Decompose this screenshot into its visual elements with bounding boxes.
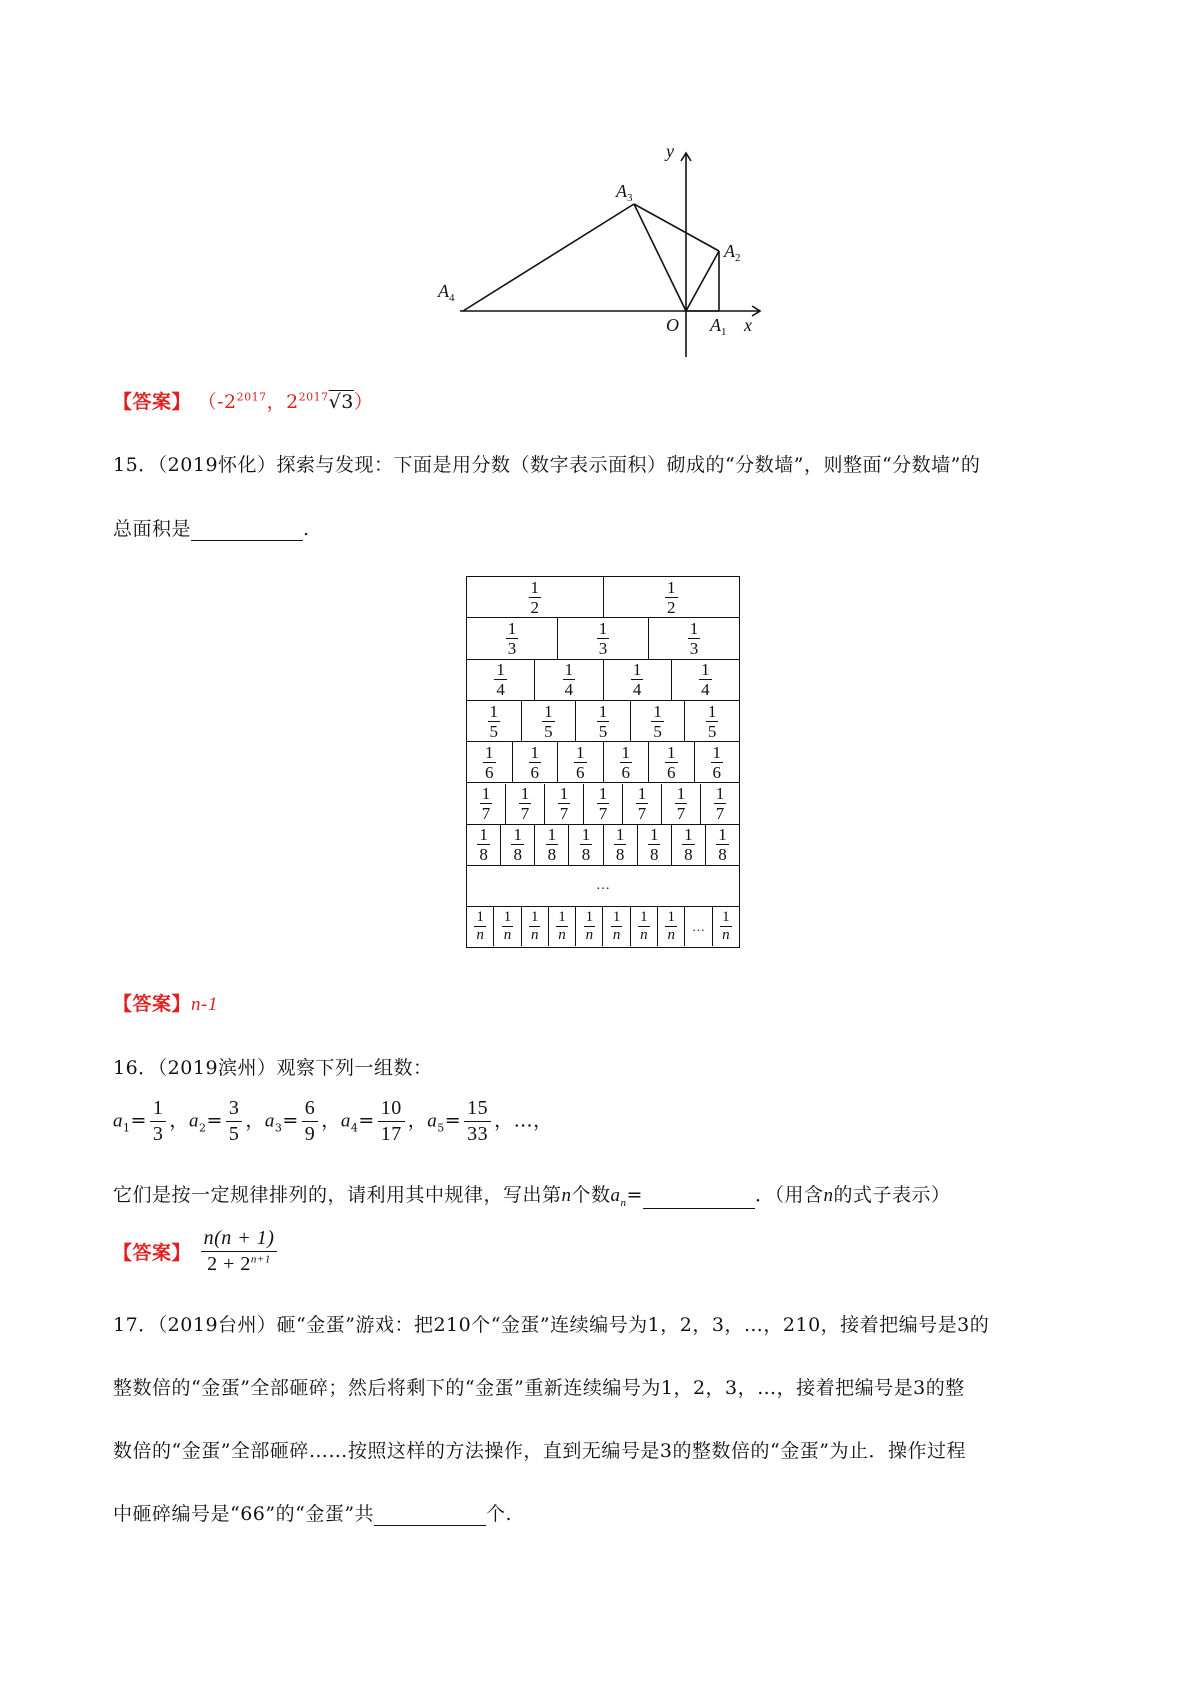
wall-fraction-num: 1 bbox=[547, 825, 557, 845]
wall-fraction-num: 1 bbox=[637, 784, 647, 804]
wall-cell bbox=[522, 907, 549, 946]
wall-fraction-den: 6 bbox=[712, 762, 721, 782]
q17-line3: 数倍的“金蛋”全部砸碎……按照这样的方法操作，直到无编号是3的整数倍的“金蛋”为止．操作过程 bbox=[113, 1440, 966, 1462]
wall-fraction-den: 8 bbox=[513, 845, 522, 865]
fraction-wall bbox=[466, 576, 740, 948]
wall-fraction-num: 1 bbox=[707, 701, 717, 721]
wall-fraction-num: 1 bbox=[476, 909, 484, 926]
wall-fraction bbox=[648, 826, 661, 863]
q16-term-num: 6 bbox=[302, 1098, 319, 1122]
wall-cell bbox=[545, 784, 584, 824]
q17-answer-blank bbox=[374, 1505, 486, 1526]
wall-fraction-den: 6 bbox=[530, 762, 539, 782]
q17-line4-b: 个. bbox=[486, 1503, 513, 1525]
wall-cell bbox=[638, 825, 672, 865]
wall-cell bbox=[604, 742, 650, 782]
wall-fraction bbox=[711, 744, 724, 781]
wall-fraction-den: 7 bbox=[715, 804, 725, 824]
answer-14-exp2: 2017 bbox=[298, 390, 329, 404]
wall-fraction-num: 1 bbox=[676, 784, 686, 804]
wall-fraction-den: 2 bbox=[667, 597, 676, 617]
label-x: x bbox=[744, 315, 752, 335]
wall-fraction-den: 8 bbox=[649, 845, 659, 865]
wall-fraction bbox=[529, 744, 542, 781]
wall-fraction-num: 1 bbox=[689, 618, 699, 638]
q16-term-fraction bbox=[150, 1098, 167, 1145]
q16-term-eq: = bbox=[130, 1109, 147, 1132]
wall-fraction bbox=[519, 785, 532, 822]
wall-cell bbox=[494, 907, 521, 946]
wall-fraction bbox=[714, 785, 727, 822]
wall-fraction-den: 2 bbox=[530, 597, 539, 617]
wall-fraction bbox=[636, 785, 649, 822]
wall-fraction-num: 1 bbox=[496, 660, 505, 680]
q16-term-eq: = bbox=[282, 1109, 299, 1132]
wall-fraction bbox=[597, 703, 610, 740]
wall-fraction-den: 8 bbox=[684, 845, 693, 865]
wall-fraction-den: 7 bbox=[598, 804, 608, 824]
wall-cell bbox=[467, 701, 522, 741]
wall-fraction-num: 1 bbox=[581, 825, 591, 845]
wall-fraction-num: 1 bbox=[718, 825, 727, 845]
wall-fraction-num: 1 bbox=[503, 909, 512, 926]
answer-16 bbox=[113, 1228, 280, 1275]
wall-fraction-den: 6 bbox=[576, 762, 585, 782]
wall-fraction-den: 7 bbox=[559, 804, 569, 824]
label-O: O bbox=[666, 315, 679, 335]
wall-cell bbox=[549, 907, 576, 946]
wall-cell bbox=[501, 825, 535, 865]
q16-term-sub: 3 bbox=[274, 1121, 283, 1135]
wall-cell bbox=[658, 907, 685, 946]
wall-fraction-num: 1 bbox=[667, 742, 676, 762]
segment-A2-A3 bbox=[634, 204, 719, 251]
wall-fraction-num: 1 bbox=[558, 909, 566, 926]
wall-fraction-num: 1 bbox=[530, 909, 539, 926]
wall-fraction-num: 1 bbox=[612, 909, 621, 926]
answer-14-exp1: 2017 bbox=[236, 390, 267, 404]
wall-fraction-num: 1 bbox=[530, 577, 539, 597]
wall-fraction-den: 7 bbox=[637, 804, 647, 824]
q16-term-sub: 4 bbox=[350, 1121, 359, 1135]
wall-cell bbox=[467, 907, 494, 946]
wall-cell bbox=[603, 907, 630, 946]
q16-term-eq: = bbox=[206, 1109, 223, 1132]
wall-cell bbox=[576, 701, 631, 741]
wall-cell bbox=[662, 784, 701, 824]
wall-cell bbox=[631, 907, 658, 946]
wall-row bbox=[467, 825, 739, 866]
wall-fraction-num: 1 bbox=[530, 742, 539, 762]
wall-fraction-den: 8 bbox=[615, 845, 625, 865]
segment-A3-A4 bbox=[463, 204, 634, 311]
q16-term-num: 15 bbox=[464, 1098, 491, 1122]
label-y: y bbox=[666, 145, 674, 161]
q16-an-sub: n bbox=[620, 1196, 627, 1209]
wall-fraction-den: n bbox=[722, 927, 730, 944]
wall-fraction bbox=[556, 910, 568, 943]
q16-term-den: 5 bbox=[228, 1123, 240, 1145]
q16-term-a: a bbox=[188, 1110, 199, 1132]
wall-fraction-den: 6 bbox=[485, 762, 494, 782]
q16-term-eq: = bbox=[358, 1109, 375, 1132]
wall-cell bbox=[558, 618, 649, 658]
wall-fraction-den: 8 bbox=[479, 845, 488, 865]
answer-16-den: $2 + 2^{n+1}$ bbox=[207, 1253, 271, 1275]
answer-14-close: ） bbox=[353, 391, 374, 413]
wall-cell bbox=[576, 907, 603, 946]
wall-fraction-den: 7 bbox=[481, 804, 491, 824]
q16-line3-a: 它们是按一定规律排列的，请利用其中规律，写出第 bbox=[113, 1184, 562, 1206]
wall-fraction-num: 1 bbox=[667, 577, 676, 597]
q16-an: a bbox=[610, 1185, 621, 1206]
wall-fraction-num: 1 bbox=[722, 909, 730, 926]
wall-fraction-num: 1 bbox=[598, 784, 608, 804]
label-A1: $A_1$ bbox=[710, 315, 727, 338]
wall-fraction bbox=[558, 785, 571, 822]
wall-cell-ellipsis: … bbox=[692, 918, 706, 934]
q16-sep: ， bbox=[245, 1109, 265, 1132]
wall-cell bbox=[522, 701, 577, 741]
wall-fraction bbox=[720, 910, 732, 943]
wall-fraction bbox=[665, 910, 677, 943]
wall-fraction bbox=[480, 785, 493, 822]
wall-fraction-num: 1 bbox=[598, 618, 608, 638]
wall-cell bbox=[584, 784, 623, 824]
q16-term-sub: 2 bbox=[198, 1121, 207, 1135]
wall-fraction-den: 5 bbox=[489, 721, 499, 741]
wall-fraction bbox=[706, 703, 719, 740]
wall-fraction bbox=[651, 703, 664, 740]
wall-fraction bbox=[688, 620, 701, 657]
wall-fraction-den: 3 bbox=[507, 638, 517, 658]
q16-term-a: a bbox=[340, 1110, 351, 1132]
wall-ellipsis: … bbox=[596, 878, 610, 894]
wall-fraction-den: 3 bbox=[689, 638, 699, 658]
wall-fraction bbox=[597, 620, 610, 657]
wall-fraction-den: 5 bbox=[598, 721, 608, 741]
wall-fraction-den: 4 bbox=[564, 680, 574, 700]
q17-line2: 整数倍的“金蛋”全部砸碎；然后将剩下的“金蛋”重新连续编号为1，2，3，…，接着把编号是3的整 bbox=[113, 1377, 965, 1399]
q16-term-a: a bbox=[264, 1110, 275, 1132]
q16-term-den: 3 bbox=[152, 1123, 164, 1145]
wall-fraction-num: 1 bbox=[640, 909, 648, 926]
wall-fraction bbox=[682, 826, 695, 863]
wall-cell bbox=[467, 784, 506, 824]
wall-fraction-num: 1 bbox=[559, 784, 569, 804]
q15-line2 bbox=[113, 514, 310, 541]
wall-cell bbox=[623, 784, 662, 824]
wall-fraction-den: 8 bbox=[581, 845, 591, 865]
wall-fraction bbox=[477, 826, 490, 863]
q16-term-den: 33 bbox=[467, 1123, 489, 1145]
wall-cell bbox=[604, 577, 740, 617]
wall-fraction-den: n bbox=[503, 927, 512, 944]
wall-row bbox=[467, 618, 739, 659]
q16-term-num: 3 bbox=[226, 1098, 243, 1122]
wall-fraction-num: 1 bbox=[715, 784, 725, 804]
answer-16-fraction bbox=[201, 1228, 278, 1275]
q16-term-fraction bbox=[378, 1098, 405, 1145]
wall-fraction-num: 1 bbox=[598, 701, 608, 721]
wall-cell bbox=[672, 825, 706, 865]
wall-fraction-den: 5 bbox=[544, 721, 553, 741]
wall-fraction bbox=[638, 910, 650, 943]
q16-line3-b: 个数 bbox=[571, 1184, 611, 1206]
wall-cell bbox=[535, 825, 569, 865]
wall-fraction-den: n bbox=[558, 927, 566, 944]
wall-fraction-den: 3 bbox=[598, 638, 608, 658]
wall-fraction-den: 4 bbox=[632, 680, 642, 700]
label-A4: $A_4$ bbox=[438, 281, 455, 304]
wall-fraction-num: 1 bbox=[621, 742, 630, 762]
q16-term-den: 9 bbox=[304, 1123, 316, 1145]
q16-term-den: 17 bbox=[380, 1123, 402, 1145]
wall-cell bbox=[506, 784, 545, 824]
wall-fraction bbox=[611, 910, 623, 943]
q16-term-sub: 5 bbox=[437, 1121, 445, 1135]
q16-eq: = bbox=[626, 1184, 643, 1206]
coordinate-figure bbox=[430, 145, 770, 360]
wall-cell bbox=[649, 742, 695, 782]
wall-fraction bbox=[675, 785, 688, 822]
label-A2: $A_2$ bbox=[724, 241, 741, 264]
wall-ellipsis-row bbox=[467, 866, 739, 907]
wall-cell bbox=[513, 742, 559, 782]
wall-cell bbox=[695, 742, 740, 782]
q16-answer-blank bbox=[643, 1188, 755, 1209]
wall-fraction-den: 4 bbox=[496, 680, 505, 700]
wall-fraction-den: 8 bbox=[547, 845, 557, 865]
wall-fraction bbox=[511, 826, 524, 863]
q16-line1: 16．（2019滨州）观察下列一组数： bbox=[113, 1057, 433, 1079]
wall-fraction-den: n bbox=[530, 927, 539, 944]
wall-fraction-num: 1 bbox=[513, 825, 522, 845]
q16-term-fraction bbox=[226, 1098, 243, 1145]
wall-fraction bbox=[614, 826, 627, 863]
wall-fraction bbox=[474, 910, 486, 943]
wall-cell bbox=[535, 660, 603, 700]
segment-O-A2 bbox=[686, 251, 719, 311]
wall-fraction bbox=[502, 910, 514, 943]
wall-fraction-den: 7 bbox=[520, 804, 530, 824]
q16-sep: ， bbox=[169, 1109, 189, 1132]
q17-line4 bbox=[113, 1499, 512, 1526]
wall-cell bbox=[467, 618, 558, 658]
wall-fraction bbox=[574, 744, 587, 781]
wall-fraction-num: 1 bbox=[564, 660, 574, 680]
wall-fraction-num: 1 bbox=[667, 909, 675, 926]
q16-term-num: 10 bbox=[378, 1098, 405, 1122]
wall-fraction-den: n bbox=[640, 927, 648, 944]
wall-cell bbox=[713, 907, 739, 946]
wall-fraction-num: 1 bbox=[481, 784, 491, 804]
q16-sep: ， bbox=[407, 1109, 428, 1132]
wall-fraction bbox=[597, 785, 610, 822]
q16-term-num: 1 bbox=[150, 1098, 167, 1122]
wall-fraction-num: 1 bbox=[544, 701, 553, 721]
wall-fraction-num: 1 bbox=[701, 660, 710, 680]
wall-cell bbox=[672, 660, 739, 700]
q16-sep: ， bbox=[321, 1109, 341, 1132]
wall-fraction bbox=[529, 910, 541, 943]
wall-fraction bbox=[488, 703, 501, 740]
wall-fraction-num: 1 bbox=[712, 742, 721, 762]
answer-15 bbox=[113, 989, 218, 1016]
wall-fraction-num: 1 bbox=[520, 784, 530, 804]
wall-fraction bbox=[546, 826, 559, 863]
wall-row bbox=[467, 577, 739, 618]
wall-cell bbox=[467, 742, 513, 782]
wall-fraction bbox=[716, 826, 729, 863]
wall-fraction-den: 6 bbox=[621, 762, 630, 782]
q16-n: n bbox=[561, 1185, 572, 1206]
wall-fraction-num: 1 bbox=[615, 825, 625, 845]
wall-cell bbox=[631, 701, 686, 741]
answer-14-comma: ，2 bbox=[266, 391, 299, 413]
wall-fraction-den: n bbox=[585, 927, 594, 944]
segment-O-A3 bbox=[634, 204, 686, 311]
wall-cell bbox=[685, 701, 739, 741]
q16-term-fraction bbox=[302, 1098, 319, 1145]
wall-row bbox=[467, 660, 739, 701]
wall-row bbox=[467, 784, 739, 825]
wall-fraction-num: 1 bbox=[576, 742, 585, 762]
wall-fraction bbox=[506, 620, 519, 657]
wall-fraction bbox=[542, 703, 555, 740]
wall-fraction-den: n bbox=[667, 927, 675, 944]
wall-fraction-den: 6 bbox=[667, 762, 676, 782]
answer-tag: 【答案】 bbox=[113, 1242, 192, 1264]
wall-fraction-den: n bbox=[476, 927, 484, 944]
answer-14-open: （-2 bbox=[197, 391, 237, 413]
q17-line1: 17．（2019台州）砸“金蛋”游戏：把210个“金蛋”连续编号为1，2，3，…，210，接着把编号是3的 bbox=[113, 1314, 990, 1336]
wall-fraction bbox=[620, 744, 633, 781]
wall-cell bbox=[467, 577, 604, 617]
q16-term-eq: = bbox=[444, 1109, 462, 1132]
answer-14 bbox=[113, 387, 373, 414]
q15-line2-text: 总面积是 bbox=[113, 518, 192, 540]
answer-14-radical: √3 bbox=[328, 391, 354, 413]
q16-tail: ，…， bbox=[494, 1109, 553, 1132]
q16-line3-d: 的式子表示） bbox=[833, 1184, 951, 1206]
wall-cell bbox=[649, 618, 739, 658]
q16-line3-c: ．（用含 bbox=[754, 1184, 824, 1206]
wall-fraction-num: 1 bbox=[485, 742, 494, 762]
wall-fraction bbox=[631, 661, 644, 698]
wall-fraction-num: 1 bbox=[489, 701, 499, 721]
wall-fraction-num: 1 bbox=[507, 618, 517, 638]
wall-fraction bbox=[580, 826, 593, 863]
wall-cell bbox=[569, 825, 603, 865]
wall-fraction-den: 5 bbox=[653, 721, 662, 741]
wall-fraction bbox=[665, 744, 678, 781]
wall-fraction-den: 5 bbox=[707, 721, 717, 741]
wall-fraction-den: 8 bbox=[718, 845, 727, 865]
answer-tag: 【答案】 bbox=[113, 391, 192, 413]
wall-cell bbox=[701, 784, 739, 824]
q16-terms bbox=[113, 1098, 553, 1145]
wall-row bbox=[467, 701, 739, 742]
wall-fraction-num: 1 bbox=[479, 825, 488, 845]
wall-fraction bbox=[584, 910, 596, 943]
wall-fraction-num: 1 bbox=[653, 701, 662, 721]
wall-fraction-den: 4 bbox=[701, 680, 710, 700]
wall-row bbox=[467, 742, 739, 783]
wall-cell bbox=[685, 907, 712, 946]
wall-cell bbox=[558, 742, 604, 782]
q15-line2-end: . bbox=[303, 518, 310, 540]
wall-fraction-num: 1 bbox=[632, 660, 642, 680]
q15-line1: 15．（2019怀化）探索与发现：下面是用分数（数字表示面积）砌成的“分数墙”，则整面“分数墙”的 bbox=[113, 454, 981, 476]
wall-cell bbox=[604, 660, 672, 700]
answer-tag: 【答案】 bbox=[113, 993, 192, 1015]
q16-term-a: a bbox=[427, 1110, 438, 1132]
q15-answer-blank bbox=[191, 520, 303, 541]
q16-term-fraction bbox=[464, 1098, 491, 1145]
wall-fraction bbox=[563, 661, 576, 698]
wall-fraction-num: 1 bbox=[585, 909, 594, 926]
wall-last-row bbox=[467, 907, 739, 946]
wall-cell bbox=[467, 660, 535, 700]
label-A3: $A_3$ bbox=[616, 181, 633, 204]
q17-line4-a: 中砸碎编号是“66”的“金蛋”共 bbox=[113, 1503, 375, 1525]
wall-fraction bbox=[529, 579, 542, 616]
wall-fraction bbox=[699, 661, 712, 698]
wall-cell bbox=[467, 825, 501, 865]
wall-fraction-den: n bbox=[612, 927, 621, 944]
q16-n2: n bbox=[823, 1185, 834, 1206]
wall-fraction bbox=[494, 661, 507, 698]
wall-fraction-num: 1 bbox=[649, 825, 659, 845]
answer-16-num: n(n + 1) bbox=[201, 1228, 278, 1252]
q16-term-a: a bbox=[113, 1110, 123, 1132]
answer-15-value: n-1 bbox=[191, 994, 218, 1015]
q16-line3 bbox=[113, 1180, 950, 1209]
wall-fraction-num: 1 bbox=[684, 825, 693, 845]
wall-cell bbox=[706, 825, 739, 865]
wall-fraction-den: 7 bbox=[676, 804, 686, 824]
wall-fraction bbox=[665, 579, 678, 616]
wall-fraction bbox=[483, 744, 496, 781]
q16-term-sub: 1 bbox=[123, 1121, 131, 1135]
wall-cell bbox=[604, 825, 638, 865]
